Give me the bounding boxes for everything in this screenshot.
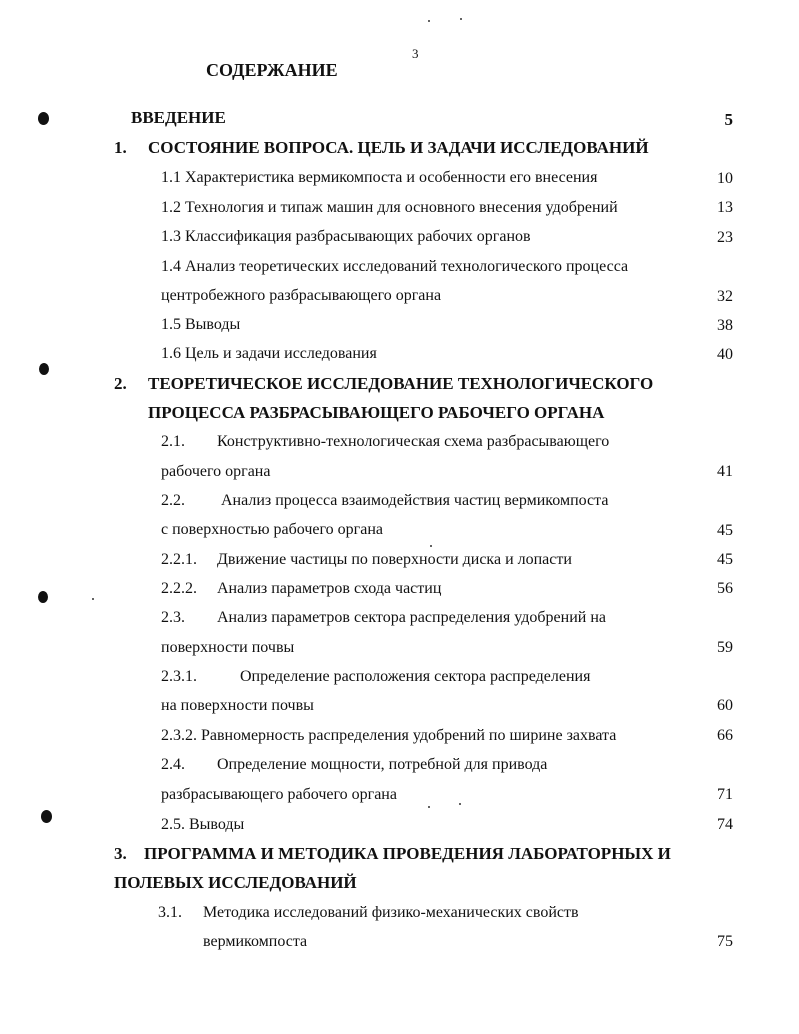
toc-entry-1-4-title-continued: центробежного разбрасывающего органа [161,287,442,304]
toc-entry-2-5-page: 74 [717,816,733,833]
toc-entry-2-2-1-number: 2.2.1. [161,551,197,568]
toc-entry-1-3-number: 1.3 [161,228,181,245]
toc-entry-1-6-number: 1.6 [161,345,181,362]
toc-entry-1-5-page: 38 [717,317,733,334]
toc-entry-2-4-title: Определение мощности, потребной для привода [217,756,548,773]
toc-entry-2-5-number: 2.5. [161,816,185,833]
toc-entry-2-2-2-page: 56 [717,580,733,597]
toc-entry-1-4-title: Анализ теоретических исследований технологического процесса [185,258,629,275]
toc-chapter-2-title-continued: ПРОЦЕССА РАЗБРАСЫВАЮЩЕГО РАБОЧЕГО ОРГАНА [148,403,605,422]
toc-entry-2-2-2-title: Анализ параметров схода частиц [217,580,442,597]
scan-speck [460,18,462,20]
toc-entry-2-3-2-title: Равномерность распределения удобрений по ширине захвата [201,727,617,744]
toc-entry-1-5-title: Выводы [185,316,241,333]
toc-entry-2-3-2-number: 2.3.2. [161,727,197,744]
toc-chapter-3-title-continued: ПОЛЕВЫХ ИССЛЕДОВАНИЙ [114,873,357,892]
toc-entry-1-1-title: Характеристика вермикомпоста и особенности его внесения [185,169,598,186]
toc-entry-1-4-page: 32 [717,288,733,305]
toc-entry-3-1-page: 75 [717,933,733,950]
toc-entry-2-2-title-continued: с поверхностью рабочего органа [161,521,383,538]
toc-entry-1-4-number: 1.4 [161,258,181,275]
punch-hole-mark [41,810,52,823]
toc-entry-1-2-page: 13 [717,199,733,216]
toc-entry-2-1-page: 41 [717,463,733,480]
punch-hole-mark [38,591,48,603]
toc-chapter-1-title: СОСТОЯНИЕ ВОПРОСА. ЦЕЛЬ И ЗАДАЧИ ИССЛЕДОВАНИЙ [148,138,649,157]
scan-speck [430,545,432,547]
toc-entry-1-2-title: Технология и типаж машин для основного внесения удобрений [185,199,618,216]
toc-chapter-1-number: 1. [114,138,127,157]
toc-chapter-3-number: 3. [114,844,127,863]
toc-entry-2-3-1-number: 2.3.1. [161,668,197,685]
toc-chapter-2-number: 2. [114,374,127,393]
toc-entry-1-1-page: 10 [717,170,733,187]
punch-hole-mark [38,112,49,125]
toc-entry-1-1-number: 1.1 [161,169,181,186]
punch-hole-mark [39,363,49,375]
toc-entry-2-3-title-continued: поверхности почвы [161,639,295,656]
page-number: 3 [412,46,419,61]
scan-speck [428,806,430,808]
contents-title: СОДЕРЖАНИЕ [206,60,338,80]
toc-entry-2-3-1-title: Определение расположения сектора распределения [240,668,591,685]
toc-entry-1-2-number: 1.2 [161,199,181,216]
toc-entry-1-6-page: 40 [717,346,733,363]
toc-entry-1-5-number: 1.5 [161,316,181,333]
toc-entry-2-3-2-page: 66 [717,727,733,744]
toc-entry-intro-title: ВВЕДЕНИЕ [131,108,226,127]
toc-entry-2-3-1-title-continued: на поверхности почвы [161,697,314,714]
toc-entry-2-4-page: 71 [717,786,733,803]
toc-entry-1-3-page: 23 [717,229,733,246]
toc-chapter-3-title: ПРОГРАММА И МЕТОДИКА ПРОВЕДЕНИЯ ЛАБОРАТОРНЫХ И [144,844,671,863]
toc-entry-3-1-title: Методика исследований физико-механических свойств [203,904,579,921]
toc-entry-2-3-page: 59 [717,639,733,656]
toc-entry-2-2-number: 2.2. [161,492,185,509]
toc-entry-3-1-number: 3.1. [158,904,182,921]
toc-entry-2-2-page: 45 [717,522,733,539]
toc-entry-2-1-title: Конструктивно-технологическая схема разбрасывающего [217,433,610,450]
toc-entry-2-1-title-continued: рабочего органа [161,463,271,480]
toc-entry-2-2-1-page: 45 [717,551,733,568]
toc-entry-intro-page: 5 [724,110,733,129]
scan-speck [459,803,461,805]
toc-entry-2-4-title-continued: разбрасывающего рабочего органа [161,786,397,803]
toc-chapter-2-title: ТЕОРЕТИЧЕСКОЕ ИССЛЕДОВАНИЕ ТЕХНОЛОГИЧЕСКОГО [148,374,654,393]
toc-entry-3-1-title-continued: вермикомпоста [203,933,308,950]
toc-entry-2-2-2-number: 2.2.2. [161,580,197,597]
toc-entry-1-6-title: Цель и задачи исследования [185,345,377,362]
scan-speck [92,598,94,600]
toc-entry-2-5-title: Выводы [189,816,245,833]
toc-entry-2-2-1-title: Движение частицы по поверхности диска и лопасти [217,551,572,568]
toc-entry-1-3-title: Классификация разбрасывающих рабочих органов [185,228,531,245]
toc-entry-2-3-title: Анализ параметров сектора распределения удобрений на [217,609,606,626]
toc-entry-2-1-number: 2.1. [161,433,185,450]
toc-entry-2-2-title: Анализ процесса взаимодействия частиц вермикомпоста [221,492,609,509]
toc-entry-2-3-1-page: 60 [717,697,733,714]
scan-speck [428,20,430,22]
toc-entry-2-4-number: 2.4. [161,756,185,773]
toc-entry-2-3-number: 2.3. [161,609,185,626]
